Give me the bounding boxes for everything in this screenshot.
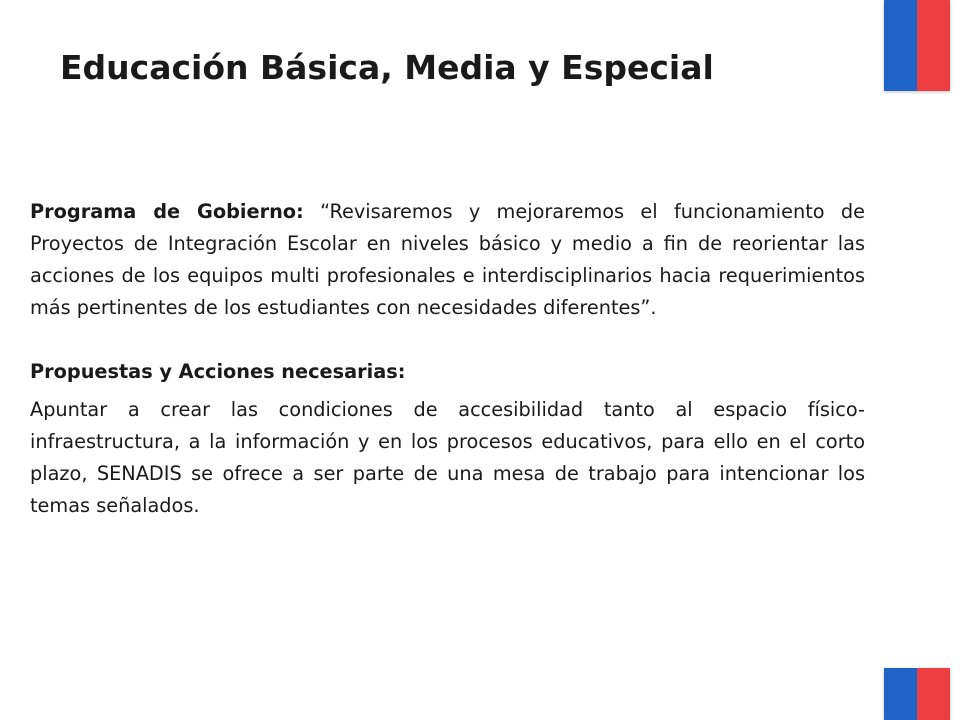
government-program-paragraph <box>30 196 865 324</box>
flag-blue-band <box>884 668 917 720</box>
government-program-label: Programa de Gobierno: <box>30 200 304 223</box>
government-program-text: “Revisaremos y mejoraremos el funcionamiento de Proyectos de Integración Escolar en niveles básico y medio a fin de reorientar las acciones de los equipos multi profesionales e interdisciplinarios hacia requerimientos más pertinentes de los estudiantes con necesidades diferentes”. <box>30 200 865 319</box>
proposals-paragraph: Apuntar a crear las condiciones de accesibilidad tanto al espacio físico-infraestructura, a la información y en los procesos educativos, para ello en el corto plazo, SENADIS se ofrece a ser parte de una mesa de trabajo para intencionar los temas señalados. <box>30 398 865 517</box>
chile-flag-stripe-top-icon <box>884 0 950 91</box>
flag-red-band <box>917 0 950 91</box>
flag-blue-band <box>884 0 917 91</box>
flag-red-band <box>917 668 950 720</box>
slide-body <box>30 196 865 522</box>
proposals-heading: Propuestas y Acciones necesarias: <box>30 360 406 383</box>
chile-flag-stripe-bottom-icon <box>884 668 950 720</box>
slide-title: Educación Básica, Media y Especial <box>60 48 714 87</box>
